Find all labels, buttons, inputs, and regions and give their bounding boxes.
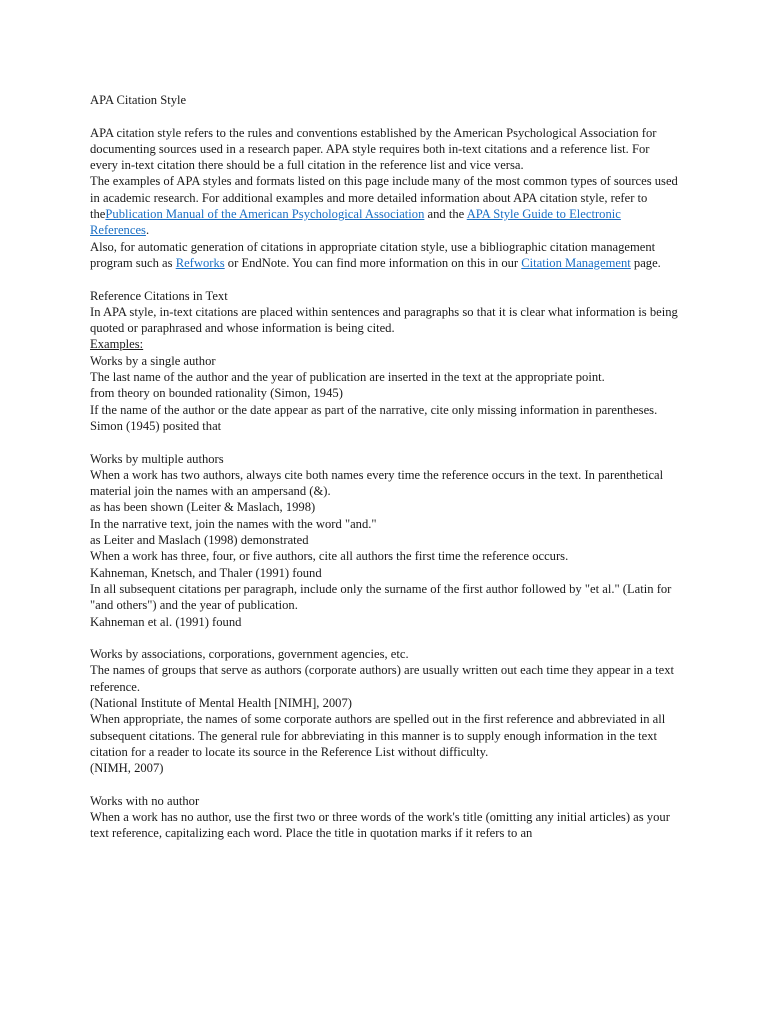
single-author-example-1: from theory on bounded rationality (Simon, 1945): [90, 386, 343, 401]
multiple-authors-example-3: Kahneman, Knetsch, and Thaler (1991) found: [90, 565, 322, 580]
intro-paragraph-2: [90, 173, 680, 238]
spacer: [90, 271, 680, 287]
spacer: [90, 630, 680, 646]
multiple-authors-paragraph-2: In the narrative text, join the names with the word "and.": [90, 516, 377, 531]
single-author-paragraph-2: If the name of the author or the date appear as part of the narrative, cite only missing information in parentheses.: [90, 402, 658, 417]
associations-paragraph-1: The names of groups that serve as authors (corporate authors) are usually written out each time they appear in a text reference.: [90, 663, 674, 694]
electronic-references-link[interactable]: APA Style Guide to Electronic References: [90, 207, 621, 238]
multiple-authors-paragraph-3: When a work has three, four, or five authors, cite all authors the first time the reference occurs.: [90, 549, 569, 564]
multiple-authors-paragraph-4: In all subsequent citations per paragraph, include only the surname of the first author followed by "et al." (Latin for "and others") and the year of publication.: [90, 581, 672, 613]
no-author-paragraph-1: When a work has no author, use the first two or three words of the work's title (omitting any initial articles) as your text reference, capitalizing each word. Place the title in quotation marks if it refers to an: [90, 810, 670, 841]
spacer: [90, 434, 680, 450]
intro-p2-end: .: [145, 223, 150, 238]
intro-p2-text: The examples of APA styles and formats listed on this page include many of the most common types of sources used in academic research. For additional examples and more detailed information about APA citation style, refer to the: [90, 174, 678, 222]
single-author-paragraph-1: The last name of the author and the year of publication are inserted in the text at the appropriate point.: [90, 370, 605, 385]
refworks-link[interactable]: Refworks: [175, 255, 225, 270]
intro-p3-middle: or EndNote. You can find more information on this in our: [224, 255, 522, 270]
associations-heading: Works by associations, corporations, government agencies, etc.: [90, 647, 409, 662]
document-title: APA Citation Style: [90, 93, 187, 107]
multiple-authors-example-4: Kahneman et al. (1991) found: [90, 614, 242, 629]
single-author-heading: Works by a single author: [90, 353, 216, 368]
associations-paragraph-2: When appropriate, the names of some corporate authors are spelled out in the first reference and abbreviated in all subsequent citations. The general rule for abbreviating in this manner is to supply enough information in the text citation for a reader to locate its source in the Reference List without difficulty.: [90, 712, 666, 759]
multiple-authors-paragraph-1: When a work has two authors, always cite both names every time the reference occurs in the text. In parenthetical material join the names with an ampersand (&).: [90, 467, 664, 499]
multiple-authors-example-1: as has been shown (Leiter & Maslach, 1998): [90, 500, 316, 515]
intro-p3-text: Also, for automatic generation of citations in appropriate citation style, use a bibliographic citation management program such as: [90, 239, 656, 270]
intro-paragraph-1: APA citation style refers to the rules and conventions established by the American Psychological Association for documenting sources used in a research paper. APA style requires both in-text citations and a reference list. For every in-text citation there should be a full citation in the reference list and vice versa.: [90, 125, 657, 173]
associations-example-2: (NIMH, 2007): [90, 761, 164, 776]
no-author-heading: Works with no author: [90, 793, 200, 808]
citation-management-link[interactable]: Citation Management: [521, 255, 631, 270]
ref-text-paragraph: In APA style, in-text citations are placed within sentences and paragraphs so that it is clear what information is being quoted or paraphrased and whose information is being cited.: [90, 304, 678, 336]
associations-example-1: (National Institute of Mental Health [NIMH], 2007): [90, 695, 352, 710]
intro-p3-end: page.: [630, 255, 661, 270]
multiple-authors-example-2: as Leiter and Maslach (1998) demonstrated: [90, 533, 309, 548]
document-page: [90, 92, 680, 842]
single-author-example-2: Simon (1945) posited that: [90, 418, 222, 433]
section-heading-reference-citations: Reference Citations in Text: [90, 288, 228, 303]
spacer: [90, 108, 680, 124]
examples-label: Examples:: [90, 337, 144, 352]
multiple-authors-heading: Works by multiple authors: [90, 451, 224, 466]
publication-manual-link[interactable]: Publication Manual of the American Psychological Association: [105, 207, 425, 222]
spacer: [90, 776, 680, 792]
intro-p2-middle: and the: [424, 207, 467, 222]
intro-paragraph-3: [90, 239, 680, 272]
